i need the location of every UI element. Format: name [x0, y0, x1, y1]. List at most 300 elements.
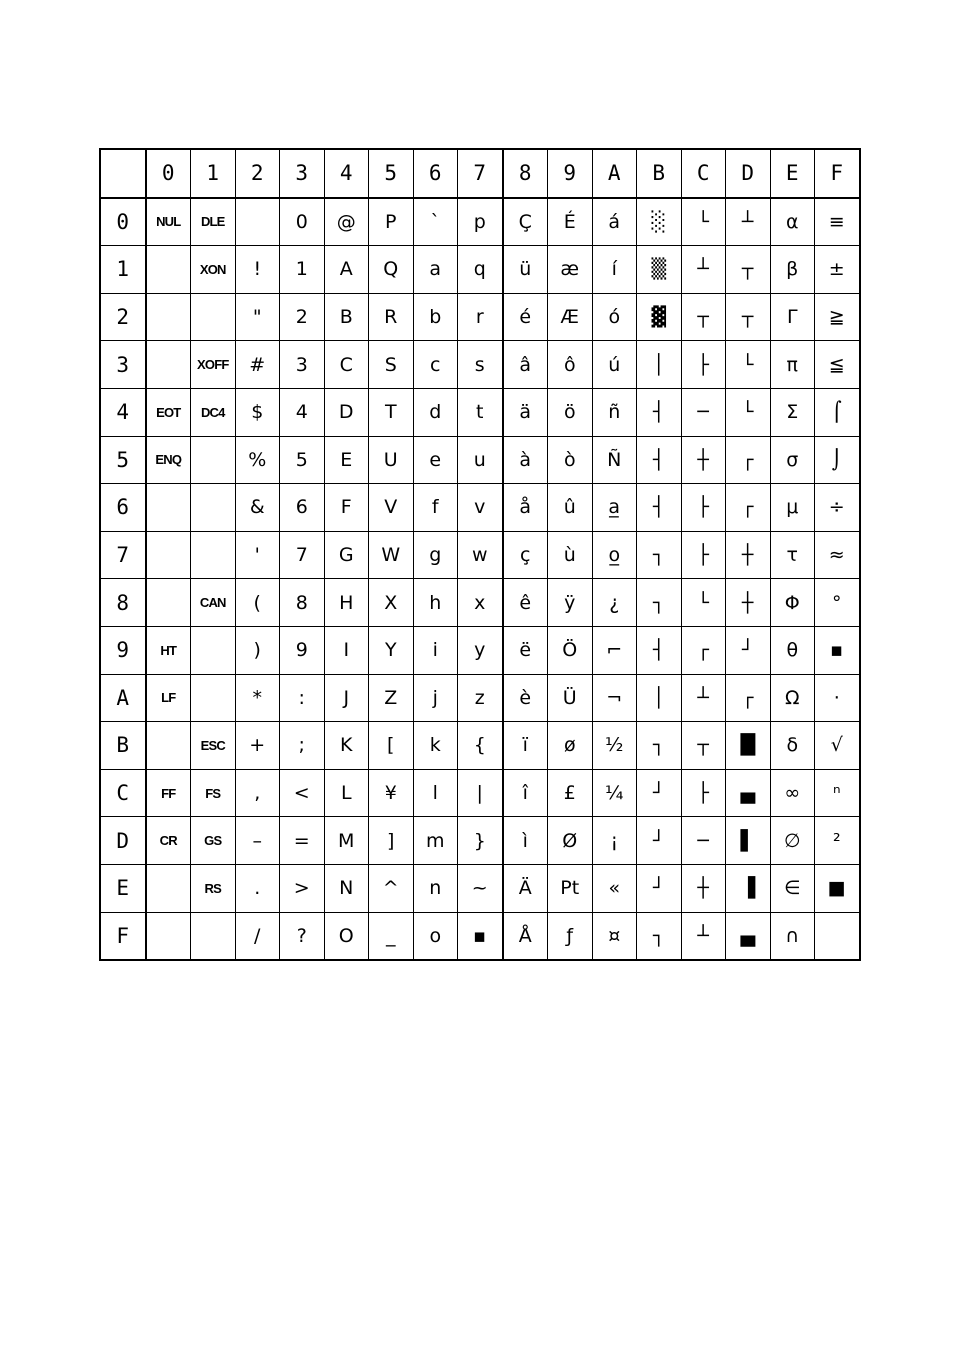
code-cell: ▄	[726, 769, 771, 817]
code-cell: ÿ	[548, 579, 593, 627]
column-header-4: 4	[324, 149, 369, 198]
table-row	[100, 579, 860, 627]
code-cell: <	[280, 769, 325, 817]
code-cell	[146, 484, 191, 532]
code-cell: └	[726, 341, 771, 389]
code-cell: 4	[280, 388, 325, 436]
code-cell: ·	[815, 674, 860, 722]
character-code-table	[99, 148, 861, 961]
code-cell: t	[458, 388, 503, 436]
code-cell: É	[548, 198, 593, 246]
code-cell: ÷	[815, 484, 860, 532]
code-cell: e	[413, 436, 458, 484]
code-cell: ┼	[726, 531, 771, 579]
code-cell: ;	[280, 722, 325, 770]
row-header-0: 0	[100, 198, 146, 246]
code-cell: '	[235, 531, 280, 579]
code-cell	[146, 246, 191, 294]
code-cell: o̲	[592, 531, 637, 579]
code-cell: ¼	[592, 769, 637, 817]
code-cell: "	[235, 293, 280, 341]
code-cell	[191, 674, 236, 722]
code-cell: ┘	[637, 864, 682, 912]
code-cell: G	[324, 531, 369, 579]
code-cell: `	[413, 198, 458, 246]
code-cell: R	[369, 293, 414, 341]
code-cell: y	[458, 626, 503, 674]
code-cell: û	[548, 484, 593, 532]
code-cell: ─	[681, 388, 726, 436]
code-cell: )	[235, 626, 280, 674]
code-cell: DLE	[191, 198, 236, 246]
code-cell: ┴	[681, 246, 726, 294]
code-cell: K	[324, 722, 369, 770]
code-cell	[146, 531, 191, 579]
code-cell: └	[726, 388, 771, 436]
code-cell: l	[413, 769, 458, 817]
code-cell: |	[458, 769, 503, 817]
code-cell: ESC	[191, 722, 236, 770]
code-cell: ë	[503, 626, 548, 674]
code-cell: ⌐	[592, 626, 637, 674]
code-cell: ░	[637, 198, 682, 246]
code-cell: â	[503, 341, 548, 389]
code-cell	[815, 912, 860, 960]
code-cell: ñ	[592, 388, 637, 436]
code-cell: ┌	[726, 436, 771, 484]
code-cell: ┴	[681, 912, 726, 960]
code-cell: q	[458, 246, 503, 294]
code-cell: v	[458, 484, 503, 532]
row-header-9: 9	[100, 626, 146, 674]
column-header-e: E	[770, 149, 815, 198]
code-cell: ù	[548, 531, 593, 579]
code-cell: f	[413, 484, 458, 532]
row-header-7: 7	[100, 531, 146, 579]
row-header-d: D	[100, 817, 146, 865]
table-row	[100, 817, 860, 865]
code-cell: ½	[592, 722, 637, 770]
code-cell: P	[369, 198, 414, 246]
code-cell: {	[458, 722, 503, 770]
code-cell: ∩	[770, 912, 815, 960]
code-cell: ï	[503, 722, 548, 770]
column-header-8: 8	[503, 149, 548, 198]
code-cell: ò	[548, 436, 593, 484]
code-cell: ¿	[592, 579, 637, 627]
code-cell: σ	[770, 436, 815, 484]
code-cell: H	[324, 579, 369, 627]
code-cell: >	[280, 864, 325, 912]
code-cell: à	[503, 436, 548, 484]
code-cell: A	[324, 246, 369, 294]
code-cell: 9	[280, 626, 325, 674]
code-cell: ┐	[637, 722, 682, 770]
code-cell: ?	[280, 912, 325, 960]
code-cell: Y	[369, 626, 414, 674]
table-row	[100, 246, 860, 294]
code-cell: XOFF	[191, 341, 236, 389]
row-header-4: 4	[100, 388, 146, 436]
code-cell: ö	[548, 388, 593, 436]
code-cell: ≧	[815, 293, 860, 341]
code-cell: α	[770, 198, 815, 246]
code-cell: CR	[146, 817, 191, 865]
code-cell: 6	[280, 484, 325, 532]
code-cell: ²	[815, 817, 860, 865]
code-cell: Ñ	[592, 436, 637, 484]
code-cell	[191, 436, 236, 484]
code-cell: ▌	[726, 817, 771, 865]
code-cell: Ä	[503, 864, 548, 912]
code-cell: é	[503, 293, 548, 341]
table-row	[100, 722, 860, 770]
code-cell: Æ	[548, 293, 593, 341]
code-cell: N	[324, 864, 369, 912]
code-cell: ┌	[681, 626, 726, 674]
table-row	[100, 436, 860, 484]
code-cell: °	[815, 579, 860, 627]
row-header-2: 2	[100, 293, 146, 341]
code-cell: ê	[503, 579, 548, 627]
code-cell: Ö	[548, 626, 593, 674]
code-cell: ⁿ	[815, 769, 860, 817]
code-cell: ⌠	[815, 388, 860, 436]
code-cell: î	[503, 769, 548, 817]
code-cell: F	[324, 484, 369, 532]
code-cell: Ü	[548, 674, 593, 722]
code-cell: LF	[146, 674, 191, 722]
column-header-6: 6	[413, 149, 458, 198]
code-cell: ≈	[815, 531, 860, 579]
code-cell: 8	[280, 579, 325, 627]
column-header-1: 1	[191, 149, 236, 198]
code-cell: └	[681, 198, 726, 246]
code-cell: ^	[369, 864, 414, 912]
code-cell: j	[413, 674, 458, 722]
code-cell: +	[235, 722, 280, 770]
code-cell: M	[324, 817, 369, 865]
code-cell: ∈	[770, 864, 815, 912]
code-cell: ç	[503, 531, 548, 579]
code-cell: W	[369, 531, 414, 579]
code-cell: Ç	[503, 198, 548, 246]
code-cell: EOT	[146, 388, 191, 436]
code-cell: O	[324, 912, 369, 960]
code-cell: ┼	[681, 436, 726, 484]
code-cell: ▄	[726, 912, 771, 960]
row-header-c: C	[100, 769, 146, 817]
code-cell: τ	[770, 531, 815, 579]
column-header-c: C	[681, 149, 726, 198]
code-cell: ─	[681, 817, 726, 865]
table-body	[100, 198, 860, 961]
column-header-b: B	[637, 149, 682, 198]
code-cell	[146, 341, 191, 389]
code-cell: ┐	[637, 912, 682, 960]
code-cell: ┴	[681, 674, 726, 722]
code-cell: ¤	[592, 912, 637, 960]
code-cell: p	[458, 198, 503, 246]
code-cell: ┬	[726, 246, 771, 294]
code-cell: ¬	[592, 674, 637, 722]
code-cell: ,	[235, 769, 280, 817]
code-cell: a̲	[592, 484, 637, 532]
code-cell: ▒	[637, 246, 682, 294]
code-cell: =	[280, 817, 325, 865]
code-cell: ┐	[637, 531, 682, 579]
code-cell: Pt	[548, 864, 593, 912]
code-cell: 3	[280, 341, 325, 389]
code-cell: ü	[503, 246, 548, 294]
code-cell: c	[413, 341, 458, 389]
code-cell: XON	[191, 246, 236, 294]
code-cell: ▪	[458, 912, 503, 960]
table-row	[100, 388, 860, 436]
code-cell: á	[592, 198, 637, 246]
code-cell: FF	[146, 769, 191, 817]
code-cell: d	[413, 388, 458, 436]
row-header-b: B	[100, 722, 146, 770]
code-cell: s	[458, 341, 503, 389]
row-header-5: 5	[100, 436, 146, 484]
code-cell: w	[458, 531, 503, 579]
column-header-2: 2	[235, 149, 280, 198]
code-cell: 0	[280, 198, 325, 246]
code-cell: ┬	[681, 293, 726, 341]
code-cell: a	[413, 246, 458, 294]
code-cell: Γ	[770, 293, 815, 341]
code-cell: ó	[592, 293, 637, 341]
code-cell: L	[324, 769, 369, 817]
code-cell: :	[280, 674, 325, 722]
row-header-6: 6	[100, 484, 146, 532]
table-row	[100, 674, 860, 722]
code-cell: £	[548, 769, 593, 817]
code-cell	[191, 484, 236, 532]
row-header-1: 1	[100, 246, 146, 294]
code-cell: │	[637, 674, 682, 722]
column-header-9: 9	[548, 149, 593, 198]
code-cell: 1	[280, 246, 325, 294]
code-cell: å	[503, 484, 548, 532]
code-cell: ¥	[369, 769, 414, 817]
code-cell: ┼	[726, 579, 771, 627]
code-cell: ≡	[815, 198, 860, 246]
column-header-3: 3	[280, 149, 325, 198]
code-cell: z	[458, 674, 503, 722]
code-cell	[146, 722, 191, 770]
code-cell: FS	[191, 769, 236, 817]
code-cell	[191, 293, 236, 341]
code-cell: 2	[280, 293, 325, 341]
code-cell: ▐	[726, 864, 771, 912]
code-cell: J	[324, 674, 369, 722]
column-header-row	[100, 149, 860, 198]
code-cell	[191, 626, 236, 674]
code-cell: æ	[548, 246, 593, 294]
code-cell	[235, 198, 280, 246]
code-cell	[191, 912, 236, 960]
code-cell: B	[324, 293, 369, 341]
code-cell: μ	[770, 484, 815, 532]
code-cell: RS	[191, 864, 236, 912]
code-cell: π	[770, 341, 815, 389]
code-cell: h	[413, 579, 458, 627]
code-cell: %	[235, 436, 280, 484]
code-cell: #	[235, 341, 280, 389]
code-cell: ì	[503, 817, 548, 865]
code-cell: │	[637, 341, 682, 389]
code-cell: u	[458, 436, 503, 484]
code-cell: ├	[681, 769, 726, 817]
code-cell: ⌡	[815, 436, 860, 484]
code-cell: ~	[458, 864, 503, 912]
code-cell: ┤	[637, 436, 682, 484]
row-header-8: 8	[100, 579, 146, 627]
code-cell: V	[369, 484, 414, 532]
code-cell: ┤	[637, 626, 682, 674]
code-cell: ┘	[726, 626, 771, 674]
code-cell	[146, 912, 191, 960]
code-cell: o	[413, 912, 458, 960]
code-cell: x	[458, 579, 503, 627]
column-header-5: 5	[369, 149, 414, 198]
code-cell: ┘	[637, 769, 682, 817]
code-cell: r	[458, 293, 503, 341]
row-header-f: F	[100, 912, 146, 960]
code-cell: ├	[681, 531, 726, 579]
table-row	[100, 341, 860, 389]
code-cell: .	[235, 864, 280, 912]
column-header-0: 0	[146, 149, 191, 198]
row-header-a: A	[100, 674, 146, 722]
code-cell: ┬	[726, 293, 771, 341]
code-cell: !	[235, 246, 280, 294]
code-cell: *	[235, 674, 280, 722]
code-cell: è	[503, 674, 548, 722]
code-cell	[191, 531, 236, 579]
code-cell: 7	[280, 531, 325, 579]
code-cell: g	[413, 531, 458, 579]
column-header-a: A	[592, 149, 637, 198]
code-cell: ┴	[726, 198, 771, 246]
code-cell: ø	[548, 722, 593, 770]
code-cell: D	[324, 388, 369, 436]
code-cell: _	[369, 912, 414, 960]
code-cell: NUL	[146, 198, 191, 246]
code-cell: I	[324, 626, 369, 674]
code-cell: Φ	[770, 579, 815, 627]
code-cell: ┐	[637, 579, 682, 627]
code-cell: ∅	[770, 817, 815, 865]
code-cell	[146, 864, 191, 912]
code-cell: ▓	[637, 293, 682, 341]
code-cell: ]	[369, 817, 414, 865]
code-cell: ENQ	[146, 436, 191, 484]
code-cell: β	[770, 246, 815, 294]
code-cell: @	[324, 198, 369, 246]
code-cell: √	[815, 722, 860, 770]
code-cell: Ø	[548, 817, 593, 865]
code-cell: ┤	[637, 388, 682, 436]
table-row	[100, 198, 860, 246]
code-cell: ∞	[770, 769, 815, 817]
code-cell: T	[369, 388, 414, 436]
code-cell: S	[369, 341, 414, 389]
code-cell: ┬	[681, 722, 726, 770]
code-cell: [	[369, 722, 414, 770]
code-cell: ±	[815, 246, 860, 294]
code-cell: í	[592, 246, 637, 294]
code-cell: Q	[369, 246, 414, 294]
column-header-7: 7	[458, 149, 503, 198]
code-cell: ô	[548, 341, 593, 389]
code-cell: $	[235, 388, 280, 436]
code-cell: ■	[815, 864, 860, 912]
row-header-3: 3	[100, 341, 146, 389]
code-cell: ú	[592, 341, 637, 389]
table-row	[100, 864, 860, 912]
table-row	[100, 912, 860, 960]
code-cell: ├	[681, 341, 726, 389]
code-cell: ┼	[681, 864, 726, 912]
code-cell: HT	[146, 626, 191, 674]
code-cell: █	[726, 722, 771, 770]
code-cell: m	[413, 817, 458, 865]
code-cell: E	[324, 436, 369, 484]
column-header-f: F	[815, 149, 860, 198]
code-cell: X	[369, 579, 414, 627]
code-cell: ¡	[592, 817, 637, 865]
corner-cell	[100, 149, 146, 198]
code-cell: b	[413, 293, 458, 341]
code-cell: ▪	[815, 626, 860, 674]
code-cell: Ω	[770, 674, 815, 722]
code-cell: θ	[770, 626, 815, 674]
code-cell: 5	[280, 436, 325, 484]
code-cell: «	[592, 864, 637, 912]
code-cell: Σ	[770, 388, 815, 436]
code-cell: Å	[503, 912, 548, 960]
code-cell: GS	[191, 817, 236, 865]
code-cell: n	[413, 864, 458, 912]
code-cell: (	[235, 579, 280, 627]
code-cell: U	[369, 436, 414, 484]
code-cell: k	[413, 722, 458, 770]
column-header-d: D	[726, 149, 771, 198]
table-row	[100, 626, 860, 674]
code-cell: ├	[681, 484, 726, 532]
code-cell: ƒ	[548, 912, 593, 960]
code-cell	[146, 293, 191, 341]
code-cell	[146, 579, 191, 627]
code-cell: /	[235, 912, 280, 960]
code-cell: └	[681, 579, 726, 627]
code-cell: δ	[770, 722, 815, 770]
code-cell: Z	[369, 674, 414, 722]
code-cell: ┌	[726, 484, 771, 532]
table-row	[100, 293, 860, 341]
code-cell: &	[235, 484, 280, 532]
code-cell: ┌	[726, 674, 771, 722]
code-cell: i	[413, 626, 458, 674]
code-cell: ä	[503, 388, 548, 436]
table-row	[100, 769, 860, 817]
code-cell: CAN	[191, 579, 236, 627]
code-cell: ┘	[637, 817, 682, 865]
code-cell: C	[324, 341, 369, 389]
